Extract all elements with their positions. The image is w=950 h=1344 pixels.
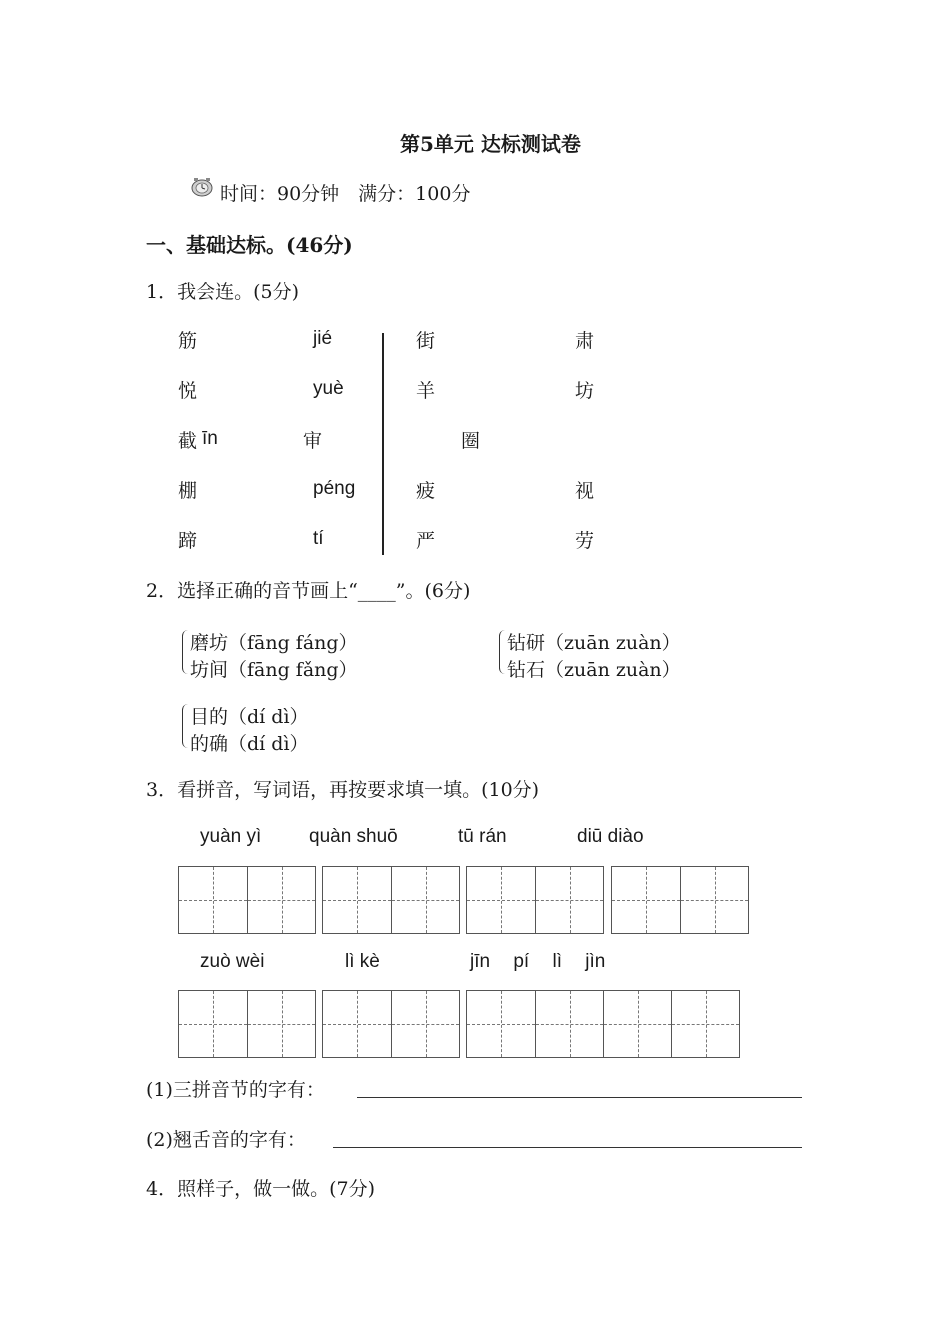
writing-grid[interactable] <box>178 990 316 1058</box>
brace <box>182 704 189 748</box>
q1-left-pinyin: īn <box>202 428 218 449</box>
q1-right-char: 圈 <box>461 430 481 452</box>
q1-far-char: 劳 <box>575 530 595 552</box>
q2-option: 钻研（zuān zuàn） <box>507 632 681 654</box>
q2-option: 磨坊（fāng fáng） <box>190 632 358 654</box>
brace <box>499 630 506 674</box>
q1-far-char: 视 <box>575 480 595 502</box>
answer-line[interactable] <box>357 1097 802 1098</box>
q1-pinyin: yuè <box>313 378 344 399</box>
sub-question-1: (1)三拼音节的字有： <box>146 1079 325 1101</box>
question-2-label: 2．选择正确的音节画上“____”。(6分) <box>146 580 471 602</box>
q1-left-char: 悦 <box>178 380 198 402</box>
q1-pinyin: tí <box>313 528 324 549</box>
pinyin-prompt: lì kè <box>345 951 380 972</box>
q1-mid-char: 审 <box>303 430 323 452</box>
pinyin-prompt: zuò wèi <box>200 951 265 972</box>
clock-icon <box>190 176 214 198</box>
q1-left-char: 棚 <box>178 480 198 502</box>
writing-grid[interactable] <box>322 990 460 1058</box>
question-3-label: 3．看拼音，写词语，再按要求填一填。(10分) <box>146 779 540 801</box>
q1-pinyin: jié <box>313 328 333 349</box>
q2-option: 目的（dí dì） <box>190 706 309 728</box>
q1-left-char: 筋 <box>178 330 198 352</box>
writing-grid[interactable] <box>178 866 316 934</box>
q1-pinyin: péng <box>313 478 356 499</box>
answer-line[interactable] <box>333 1147 802 1148</box>
q2-option: 钻石（zuān zuàn） <box>507 659 681 681</box>
q1-right-char: 街 <box>416 330 436 352</box>
pinyin-prompt: diū diào <box>577 826 644 847</box>
q1-left-char: 蹄 <box>178 530 198 552</box>
q2-option: 的确（dí dì） <box>190 733 309 755</box>
writing-grid[interactable] <box>466 866 604 934</box>
question-1-label: 1．我会连。(5分) <box>146 281 300 303</box>
page-title: 第5单元 达标测试卷 <box>400 132 581 156</box>
sub-question-2: (2)翘舌音的字有： <box>146 1129 306 1151</box>
brace <box>182 630 189 674</box>
pinyin-prompt: yuàn yì <box>200 826 262 847</box>
q1-far-char: 肃 <box>575 330 595 352</box>
q1-right-char: 羊 <box>416 380 436 402</box>
q1-far-char: 坊 <box>575 380 595 402</box>
writing-grid[interactable] <box>611 866 749 934</box>
q2-option: 坊间（fāng fǎng） <box>190 659 358 681</box>
pinyin-prompt: quàn shuō <box>309 826 398 847</box>
q1-right-char: 严 <box>416 530 436 552</box>
writing-grid[interactable] <box>466 990 740 1058</box>
q1-right-char: 疲 <box>416 480 436 502</box>
question-4-label: 4．照样子，做一做。(7分) <box>146 1178 376 1200</box>
pinyin-prompt: jīn pí lì jìn <box>470 951 606 972</box>
section-heading: 一、基础达标。(46分) <box>146 233 353 257</box>
divider-line <box>382 333 384 555</box>
q1-left-char: 截 <box>178 430 198 452</box>
exam-meta: 时间：90分钟 满分：100分 <box>220 183 471 205</box>
pinyin-prompt: tū rán <box>458 826 507 847</box>
writing-grid[interactable] <box>322 866 460 934</box>
